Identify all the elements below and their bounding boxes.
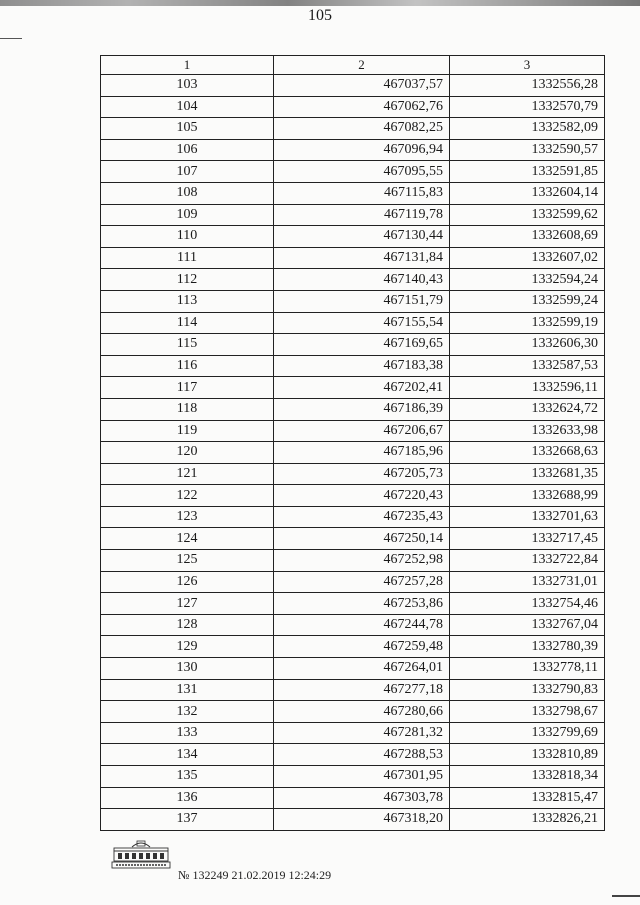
table-row [101,571,605,593]
point-number-cell: 119 [101,420,274,442]
y-coordinate-cell: 1332668,63 [450,442,605,464]
table-row [101,442,605,464]
coordinates-table [100,55,605,831]
x-coordinate-cell: 467277,18 [274,679,450,701]
y-coordinate-cell: 1332767,04 [450,614,605,636]
y-coordinate-cell: 1332570,79 [450,96,605,118]
table-row [101,722,605,744]
y-coordinate-cell: 1332815,47 [450,787,605,809]
x-coordinate-cell: 467202,41 [274,377,450,399]
table-row [101,269,605,291]
table-row [101,506,605,528]
table-row [101,679,605,701]
y-coordinate-cell: 1332599,24 [450,290,605,312]
table-row [101,614,605,636]
margin-mark [0,38,22,39]
y-coordinate-cell: 1332606,30 [450,334,605,356]
point-number-cell: 103 [101,75,274,97]
x-coordinate-cell: 467303,78 [274,787,450,809]
table-row [101,334,605,356]
point-number-cell: 136 [101,787,274,809]
y-coordinate-cell: 1332722,84 [450,550,605,572]
x-coordinate-cell: 467250,14 [274,528,450,550]
table-row [101,701,605,723]
table-row [101,139,605,161]
table-row [101,528,605,550]
x-coordinate-cell: 467301,95 [274,766,450,788]
table-row [101,420,605,442]
y-coordinate-cell: 1332810,89 [450,744,605,766]
table-row [101,809,605,831]
table-row [101,204,605,226]
y-coordinate-cell: 1332826,21 [450,809,605,831]
y-coordinate-cell: 1332596,11 [450,377,605,399]
table-row [101,312,605,334]
table-row [101,744,605,766]
x-coordinate-cell: 467252,98 [274,550,450,572]
scan-top-edge [0,0,640,6]
table-row [101,226,605,248]
table-header-row [101,56,605,75]
table-row [101,658,605,680]
x-coordinate-cell: 467115,83 [274,182,450,204]
y-coordinate-cell: 1332624,72 [450,398,605,420]
x-coordinate-cell: 467244,78 [274,614,450,636]
header-col-3: 3 [450,56,605,75]
x-coordinate-cell: 467206,67 [274,420,450,442]
point-number-cell: 110 [101,226,274,248]
document-id-stamp: № 132249 21.02.2019 12:24:29 [178,868,332,882]
y-coordinate-cell: 1332717,45 [450,528,605,550]
building-seal-icon [110,838,172,872]
point-number-cell: 134 [101,744,274,766]
table-row [101,290,605,312]
point-number-cell: 111 [101,247,274,269]
y-coordinate-cell: 1332608,69 [450,226,605,248]
table-row [101,550,605,572]
table-row [101,463,605,485]
point-number-cell: 127 [101,593,274,615]
point-number-cell: 106 [101,139,274,161]
point-number-cell: 113 [101,290,274,312]
x-coordinate-cell: 467186,39 [274,398,450,420]
table-row [101,377,605,399]
x-coordinate-cell: 467185,96 [274,442,450,464]
point-number-cell: 121 [101,463,274,485]
x-coordinate-cell: 467131,84 [274,247,450,269]
point-number-cell: 105 [101,118,274,140]
point-number-cell: 109 [101,204,274,226]
y-coordinate-cell: 1332587,53 [450,355,605,377]
table-row [101,485,605,507]
header-col-1: 1 [101,56,274,75]
x-coordinate-cell: 467140,43 [274,269,450,291]
table-row [101,593,605,615]
point-number-cell: 120 [101,442,274,464]
table-row [101,247,605,269]
x-coordinate-cell: 467155,54 [274,312,450,334]
x-coordinate-cell: 467205,73 [274,463,450,485]
x-coordinate-cell: 467151,79 [274,290,450,312]
point-number-cell: 126 [101,571,274,593]
table-row [101,398,605,420]
point-number-cell: 104 [101,96,274,118]
y-coordinate-cell: 1332701,63 [450,506,605,528]
point-number-cell: 125 [101,550,274,572]
y-coordinate-cell: 1332594,24 [450,269,605,291]
point-number-cell: 115 [101,334,274,356]
point-number-cell: 108 [101,182,274,204]
x-coordinate-cell: 467288,53 [274,744,450,766]
point-number-cell: 137 [101,809,274,831]
y-coordinate-cell: 1332778,11 [450,658,605,680]
point-number-cell: 114 [101,312,274,334]
x-coordinate-cell: 467062,76 [274,96,450,118]
table-row [101,182,605,204]
x-coordinate-cell: 467082,25 [274,118,450,140]
x-coordinate-cell: 467257,28 [274,571,450,593]
y-coordinate-cell: 1332681,35 [450,463,605,485]
y-coordinate-cell: 1332754,46 [450,593,605,615]
point-number-cell: 112 [101,269,274,291]
point-number-cell: 107 [101,161,274,183]
table-row [101,355,605,377]
x-coordinate-cell: 467169,65 [274,334,450,356]
x-coordinate-cell: 467253,86 [274,593,450,615]
point-number-cell: 135 [101,766,274,788]
point-number-cell: 118 [101,398,274,420]
y-coordinate-cell: 1332688,99 [450,485,605,507]
x-coordinate-cell: 467183,38 [274,355,450,377]
point-number-cell: 117 [101,377,274,399]
x-coordinate-cell: 467130,44 [274,226,450,248]
y-coordinate-cell: 1332633,98 [450,420,605,442]
point-number-cell: 132 [101,701,274,723]
x-coordinate-cell: 467220,43 [274,485,450,507]
point-number-cell: 131 [101,679,274,701]
y-coordinate-cell: 1332780,39 [450,636,605,658]
page-number: 105 [308,7,332,24]
y-coordinate-cell: 1332790,83 [450,679,605,701]
x-coordinate-cell: 467281,32 [274,722,450,744]
point-number-cell: 133 [101,722,274,744]
table-row [101,636,605,658]
y-coordinate-cell: 1332604,14 [450,182,605,204]
point-number-cell: 130 [101,658,274,680]
x-coordinate-cell: 467264,01 [274,658,450,680]
y-coordinate-cell: 1332607,02 [450,247,605,269]
y-coordinate-cell: 1332818,34 [450,766,605,788]
x-coordinate-cell: 467095,55 [274,161,450,183]
point-number-cell: 128 [101,614,274,636]
x-coordinate-cell: 467259,48 [274,636,450,658]
point-number-cell: 123 [101,506,274,528]
x-coordinate-cell: 467235,43 [274,506,450,528]
point-number-cell: 116 [101,355,274,377]
y-coordinate-cell: 1332799,69 [450,722,605,744]
y-coordinate-cell: 1332590,57 [450,139,605,161]
x-coordinate-cell: 467119,78 [274,204,450,226]
x-coordinate-cell: 467037,57 [274,75,450,97]
y-coordinate-cell: 1332798,67 [450,701,605,723]
point-number-cell: 129 [101,636,274,658]
x-coordinate-cell: 467280,66 [274,701,450,723]
margin-mark-bottom [612,895,640,897]
y-coordinate-cell: 1332731,01 [450,571,605,593]
table-row [101,96,605,118]
header-col-2: 2 [274,56,450,75]
y-coordinate-cell: 1332599,62 [450,204,605,226]
table-row [101,766,605,788]
y-coordinate-cell: 1332599,19 [450,312,605,334]
table-row [101,118,605,140]
x-coordinate-cell: 467096,94 [274,139,450,161]
x-coordinate-cell: 467318,20 [274,809,450,831]
y-coordinate-cell: 1332582,09 [450,118,605,140]
table-row [101,787,605,809]
y-coordinate-cell: 1332556,28 [450,75,605,97]
y-coordinate-cell: 1332591,85 [450,161,605,183]
point-number-cell: 122 [101,485,274,507]
table-row [101,161,605,183]
point-number-cell: 124 [101,528,274,550]
table-row [101,75,605,97]
